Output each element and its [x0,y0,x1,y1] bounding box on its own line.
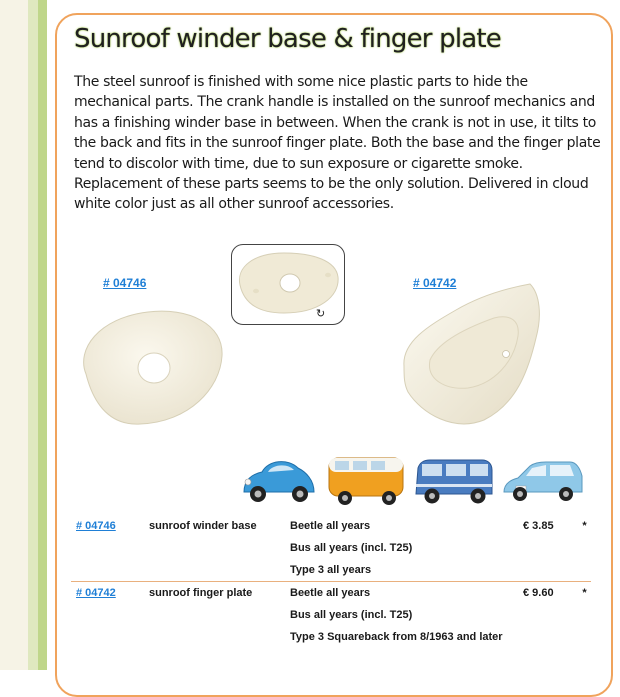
part-application: Bus all years (incl. T25) [290,609,413,621]
part-application: Bus all years (incl. T25) [290,542,413,554]
finger-plate-image [398,280,543,428]
part-note: * [582,520,587,532]
beetle-car-image [240,454,318,506]
bus-t25-car-image [412,454,496,508]
part-application: Type 3 Squareback from 8/1963 and later [290,631,503,643]
part-application: Beetle all years [290,587,371,599]
part-number-link[interactable]: # 04746 [76,520,116,532]
winder-base-image [78,302,228,432]
part-number-link[interactable]: # 04742 [76,587,116,599]
detail-inset-box [231,244,345,325]
rotate-icon: ↻ [316,308,326,320]
winder-base-detail-image [232,245,344,324]
part-name: sunroof winder base [149,520,257,532]
intro-paragraph: The steel sunroof is finished with some nice plastic parts to hide the mechanical parts. The crank handle is installed on the sunroof mechanics and has a finishing winder base in between. When the crank is not in use, it tilts to the back and fits in the sunroof finger plate. Both the base and the finger plate tend to discolor with time, due to sun exposure or cigarette smoke. Replacement of these parts seems to be the only solution. Delivered in cloud white color just as all other sunroof accessories. [74,74,601,213]
table-row [71,559,591,582]
part-application: Type 3 all years [290,559,523,582]
parts-table [71,513,591,648]
table-row [71,582,591,605]
table-row [71,537,591,559]
part-price: € 3.85 [523,520,554,532]
part-application: Beetle all years [290,520,371,532]
image-link-finger-plate[interactable]: # 04742 [413,276,457,290]
part-name: sunroof finger plate [149,587,253,599]
type3-squareback-car-image [500,456,586,506]
table-row [71,604,591,626]
left-decorative-stripe [0,0,47,670]
table-row [71,513,591,537]
part-note: * [582,587,587,599]
table-row [71,626,591,648]
image-link-winder-base[interactable]: # 04746 [103,276,147,290]
bus-t2-car-image [325,452,407,508]
page-title: Sunroof winder base & finger plate [74,24,501,54]
part-price: € 9.60 [523,587,554,599]
